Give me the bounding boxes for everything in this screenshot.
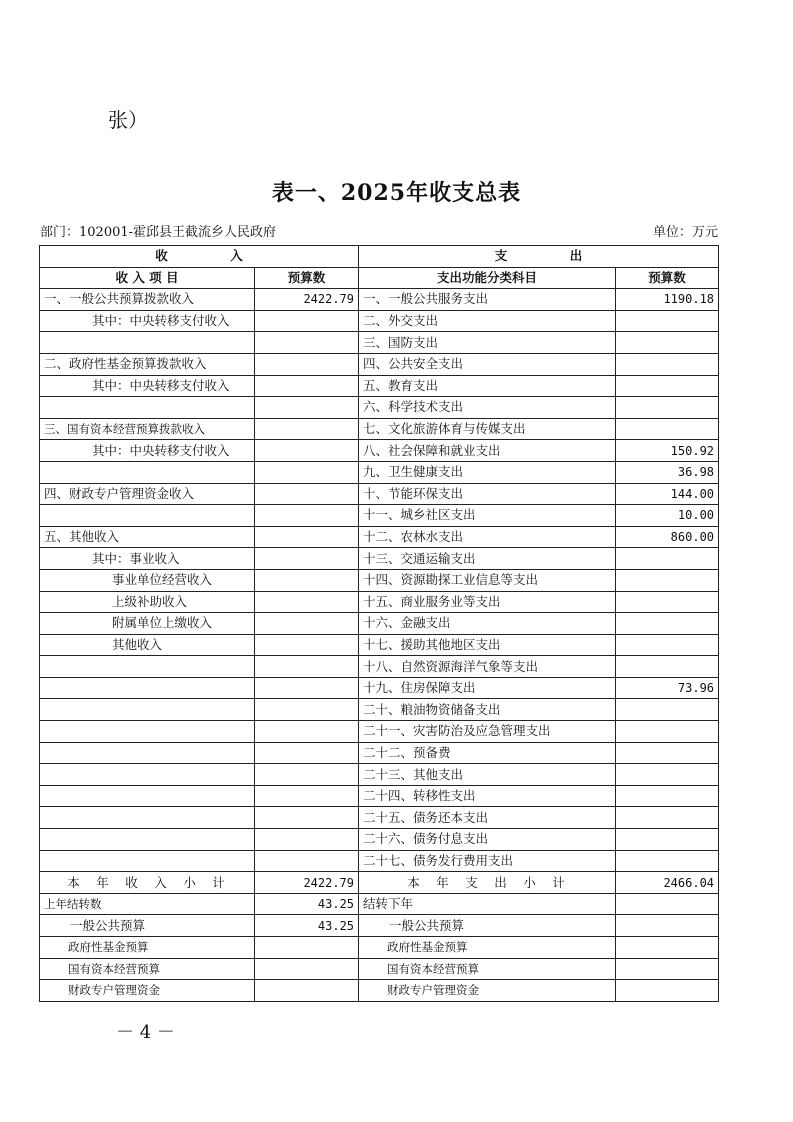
income-item: 五、其他收入 bbox=[40, 526, 255, 548]
carry-income-value: 43.25 bbox=[255, 893, 359, 915]
expense-value: 144.00 bbox=[616, 483, 719, 505]
income-item-header: 收 入 项 目 bbox=[40, 267, 255, 289]
expense-item: 十三、交通运输支出 bbox=[359, 548, 616, 570]
income-value bbox=[255, 742, 359, 764]
table-row bbox=[40, 569, 719, 591]
table-row bbox=[40, 829, 719, 851]
expense-value bbox=[616, 353, 719, 375]
table-row bbox=[40, 548, 719, 570]
expense-item: 八、社会保障和就业支出 bbox=[359, 440, 616, 462]
carry-expense-item: 一般公共预算 bbox=[359, 915, 616, 937]
expense-value bbox=[616, 764, 719, 786]
carry-expense-item: 国有资本经营预算 bbox=[359, 958, 616, 980]
carry-expense-item: 财政专户管理资金 bbox=[359, 980, 616, 1002]
expense-item: 十四、资源勘探工业信息等支出 bbox=[359, 569, 616, 591]
table-row bbox=[40, 742, 719, 764]
carry-income-value: 43.25 bbox=[255, 915, 359, 937]
expense-value bbox=[616, 742, 719, 764]
carry-income-item: 上年结转数 bbox=[40, 893, 255, 915]
expense-item: 七、文化旅游体育与传媒支出 bbox=[359, 418, 616, 440]
department-label: 部门：102001-霍邱县王截流乡人民政府 bbox=[40, 225, 277, 240]
income-item bbox=[40, 656, 255, 678]
income-item bbox=[40, 742, 255, 764]
expense-item: 二十六、债务付息支出 bbox=[359, 829, 616, 851]
expense-item: 十七、援助其他地区支出 bbox=[359, 634, 616, 656]
income-item bbox=[40, 850, 255, 872]
expense-value bbox=[616, 829, 719, 851]
income-item bbox=[40, 332, 255, 354]
table-row bbox=[40, 418, 719, 440]
expense-value bbox=[616, 850, 719, 872]
income-value bbox=[255, 613, 359, 635]
income-value bbox=[255, 699, 359, 721]
expense-value: 10.00 bbox=[616, 505, 719, 527]
income-item: 其他收入 bbox=[40, 634, 255, 656]
expense-item: 二十二、预备费 bbox=[359, 742, 616, 764]
income-value bbox=[255, 332, 359, 354]
carry-income-item: 财政专户管理资金 bbox=[40, 980, 255, 1002]
income-value bbox=[255, 569, 359, 591]
expense-value bbox=[616, 548, 719, 570]
expense-value bbox=[616, 569, 719, 591]
table-row bbox=[40, 699, 719, 721]
income-item: 其中：中央转移支付收入 bbox=[40, 310, 255, 332]
expense-value bbox=[616, 310, 719, 332]
table-row bbox=[40, 310, 719, 332]
expense-item: 二十、粮油物资储备支出 bbox=[359, 699, 616, 721]
expense-value bbox=[616, 591, 719, 613]
table-row bbox=[40, 656, 719, 678]
expense-budget-header: 预算数 bbox=[616, 267, 719, 289]
table-row bbox=[40, 764, 719, 786]
carry-income-value bbox=[255, 980, 359, 1002]
income-item bbox=[40, 397, 255, 419]
income-value bbox=[255, 548, 359, 570]
income-item: 附属单位上缴收入 bbox=[40, 613, 255, 635]
income-item: 其中：中央转移支付收入 bbox=[40, 440, 255, 462]
income-item bbox=[40, 807, 255, 829]
table-header-row bbox=[40, 246, 719, 268]
expense-item: 二十一、灾害防治及应急管理支出 bbox=[359, 721, 616, 743]
expense-value bbox=[616, 332, 719, 354]
expense-item: 九、卫生健康支出 bbox=[359, 461, 616, 483]
expense-value bbox=[616, 375, 719, 397]
expense-item: 一、一般公共服务支出 bbox=[359, 289, 616, 311]
income-value bbox=[255, 677, 359, 699]
income-value bbox=[255, 526, 359, 548]
expense-item: 十六、金融支出 bbox=[359, 613, 616, 635]
expense-item: 三、国防支出 bbox=[359, 332, 616, 354]
income-item: 一、一般公共预算拨款收入 bbox=[40, 289, 255, 311]
income-value bbox=[255, 764, 359, 786]
income-item: 事业单位经营收入 bbox=[40, 569, 255, 591]
table-row bbox=[40, 440, 719, 462]
expense-value bbox=[616, 656, 719, 678]
carry-row bbox=[40, 893, 719, 915]
carry-expense-value bbox=[616, 915, 719, 937]
table-row bbox=[40, 591, 719, 613]
income-budget-header: 预算数 bbox=[255, 267, 359, 289]
carry-expense-value bbox=[616, 937, 719, 959]
income-value bbox=[255, 829, 359, 851]
table-row bbox=[40, 332, 719, 354]
carry-income-item: 一般公共预算 bbox=[40, 915, 255, 937]
table-row bbox=[40, 353, 719, 375]
table-row bbox=[40, 526, 719, 548]
expense-section-header: 支 出 bbox=[359, 246, 719, 268]
table-row bbox=[40, 613, 719, 635]
expense-item: 六、科学技术支出 bbox=[359, 397, 616, 419]
income-value bbox=[255, 785, 359, 807]
table-row bbox=[40, 289, 719, 311]
table-subheader-row bbox=[40, 267, 719, 289]
expense-value bbox=[616, 418, 719, 440]
expense-value bbox=[616, 807, 719, 829]
table-row bbox=[40, 375, 719, 397]
carry-expense-value bbox=[616, 893, 719, 915]
page-fragment-text: 张） bbox=[108, 108, 148, 132]
expense-value bbox=[616, 699, 719, 721]
income-item bbox=[40, 721, 255, 743]
expense-item: 五、教育支出 bbox=[359, 375, 616, 397]
expense-item: 十一、城乡社区支出 bbox=[359, 505, 616, 527]
income-value bbox=[255, 634, 359, 656]
expense-value: 36.98 bbox=[616, 461, 719, 483]
table-row bbox=[40, 505, 719, 527]
income-item: 二、政府性基金预算拨款收入 bbox=[40, 353, 255, 375]
expense-item: 二十五、债务还本支出 bbox=[359, 807, 616, 829]
subtotal-row bbox=[40, 872, 719, 894]
expense-item: 二十三、其他支出 bbox=[359, 764, 616, 786]
carry-income-value bbox=[255, 958, 359, 980]
table-row bbox=[40, 807, 719, 829]
income-value bbox=[255, 850, 359, 872]
income-value bbox=[255, 461, 359, 483]
expense-value: 73.96 bbox=[616, 677, 719, 699]
budget-table bbox=[39, 245, 719, 1002]
income-value bbox=[255, 505, 359, 527]
income-item bbox=[40, 699, 255, 721]
income-value bbox=[255, 418, 359, 440]
expense-value bbox=[616, 613, 719, 635]
income-section-header: 收 入 bbox=[40, 246, 359, 268]
expense-item: 十八、自然资源海洋气象等支出 bbox=[359, 656, 616, 678]
carry-expense-value bbox=[616, 958, 719, 980]
income-item: 上级补助收入 bbox=[40, 591, 255, 613]
table-row bbox=[40, 677, 719, 699]
carry-income-item: 政府性基金预算 bbox=[40, 937, 255, 959]
income-value bbox=[255, 721, 359, 743]
table-row bbox=[40, 634, 719, 656]
carry-row bbox=[40, 937, 719, 959]
income-value bbox=[255, 397, 359, 419]
carry-row bbox=[40, 958, 719, 980]
table-row bbox=[40, 721, 719, 743]
carry-expense-item: 结转下年 bbox=[359, 893, 616, 915]
expense-value bbox=[616, 634, 719, 656]
carry-expense-item: 政府性基金预算 bbox=[359, 937, 616, 959]
unit-label: 单位：万元 bbox=[652, 225, 718, 240]
expense-item: 四、公共安全支出 bbox=[359, 353, 616, 375]
income-subtotal-value: 2422.79 bbox=[255, 872, 359, 894]
expense-item: 十五、商业服务业等支出 bbox=[359, 591, 616, 613]
expense-value bbox=[616, 397, 719, 419]
expense-value: 150.92 bbox=[616, 440, 719, 462]
carry-row bbox=[40, 915, 719, 937]
income-item: 其中：事业收入 bbox=[40, 548, 255, 570]
table-row bbox=[40, 461, 719, 483]
expense-value bbox=[616, 721, 719, 743]
table-row bbox=[40, 483, 719, 505]
carry-income-item: 国有资本经营预算 bbox=[40, 958, 255, 980]
income-value: 2422.79 bbox=[255, 289, 359, 311]
income-item bbox=[40, 677, 255, 699]
expense-value bbox=[616, 785, 719, 807]
expense-subtotal-value: 2466.04 bbox=[616, 872, 719, 894]
expense-item: 二十七、债务发行费用支出 bbox=[359, 850, 616, 872]
expense-value: 860.00 bbox=[616, 526, 719, 548]
carry-row bbox=[40, 980, 719, 1002]
income-item bbox=[40, 764, 255, 786]
income-value bbox=[255, 656, 359, 678]
expense-item: 十、节能环保支出 bbox=[359, 483, 616, 505]
expense-item: 二十四、转移性支出 bbox=[359, 785, 616, 807]
income-value bbox=[255, 440, 359, 462]
expense-value: 1190.18 bbox=[616, 289, 719, 311]
income-item: 其中：中央转移支付收入 bbox=[40, 375, 255, 397]
income-value bbox=[255, 310, 359, 332]
income-value bbox=[255, 353, 359, 375]
table-row bbox=[40, 785, 719, 807]
carry-expense-value bbox=[616, 980, 719, 1002]
expense-item: 二、外交支出 bbox=[359, 310, 616, 332]
expense-item: 十二、农林水支出 bbox=[359, 526, 616, 548]
table-row bbox=[40, 850, 719, 872]
income-item: 三、国有资本经营预算拨款收入 bbox=[40, 418, 255, 440]
income-item bbox=[40, 461, 255, 483]
expense-subtotal-label: 本 年 支 出 小 计 bbox=[359, 872, 616, 894]
income-item bbox=[40, 785, 255, 807]
expense-item: 十九、住房保障支出 bbox=[359, 677, 616, 699]
income-value bbox=[255, 375, 359, 397]
carry-income-value bbox=[255, 937, 359, 959]
page-title: 表一、2025年收支总表 bbox=[271, 180, 522, 206]
income-value bbox=[255, 483, 359, 505]
income-value bbox=[255, 807, 359, 829]
table-row bbox=[40, 397, 719, 419]
income-value bbox=[255, 591, 359, 613]
income-subtotal-label: 本 年 收 入 小 计 bbox=[40, 872, 255, 894]
income-item bbox=[40, 505, 255, 527]
income-item bbox=[40, 829, 255, 851]
page-number: － 4 － bbox=[116, 1022, 175, 1043]
income-item: 四、财政专户管理资金收入 bbox=[40, 483, 255, 505]
expense-item-header: 支出功能分类科目 bbox=[359, 267, 616, 289]
